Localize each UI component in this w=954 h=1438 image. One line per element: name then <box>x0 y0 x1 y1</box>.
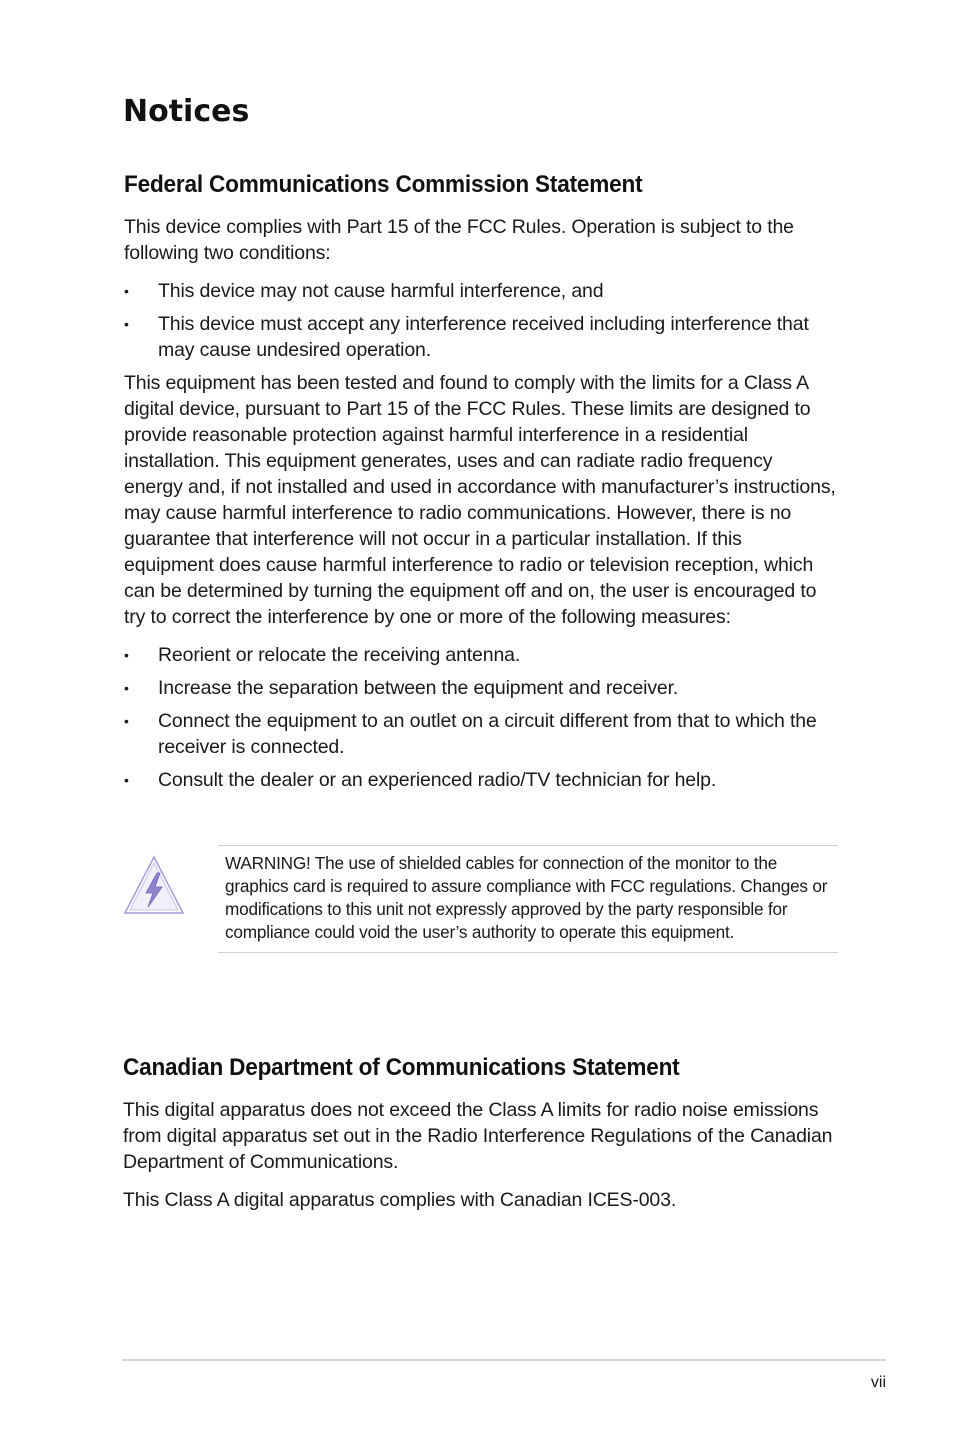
canada-section <box>123 1053 835 1225</box>
lightning-warning-icon <box>122 855 186 917</box>
list-item-text: Increase the separation between the equipment and receiver. <box>158 677 679 699</box>
list-item <box>124 708 836 760</box>
list-item-text: This device must accept any interference received including interference that may cause undesired operation. <box>158 313 809 361</box>
list-item <box>124 278 836 304</box>
bullet-icon: • <box>124 647 129 663</box>
warning-text: WARNING! The use of shielded cables for connection of the monitor to the graphics card is required to assure compliance with FCC regulations. Changes or modifications to this unit not expressly approved by the party responsible for compliance could void the user’s authority to operate this equipment. <box>218 845 838 953</box>
canada-para-1: This digital apparatus does not exceed the Class A limits for radio noise emissions from digital apparatus set out in the Radio Interference Regulations of the Canadian Department of Communications. <box>123 1099 833 1173</box>
bullet-icon: • <box>124 316 129 332</box>
warning-notice <box>122 845 838 955</box>
bullet-icon: • <box>124 713 129 729</box>
list-item-text: This device may not cause harmful interference, and <box>158 280 604 302</box>
fcc-measures-list <box>124 642 836 793</box>
fcc-body: This equipment has been tested and found to comply with the limits for a Class A digital device, pursuant to Part 15 of the FCC Rules. These limits are designed to provide reasonable protection against harmful interference in a residential installation. This equipment generates, uses and can radiate radio frequency energy and, if not installed and used in accordance with manufacturer’s instructions, may cause harmful interference to radio communications. However, there is no guarantee that interference will not occur in a particular installation. If this equipment does cause harmful interference to radio or television reception, which can be determined by turning the equipment off and on, the user is encouraged to try to correct the interference by one or more of the following measures: <box>124 372 836 628</box>
list-item <box>124 767 836 793</box>
fcc-heading: Federal Communications Commission Statement <box>124 171 643 198</box>
bullet-icon: • <box>124 772 129 788</box>
fcc-conditions-list <box>124 278 836 363</box>
canada-para-2: This Class A digital apparatus complies with Canadian ICES-003. <box>123 1189 677 1211</box>
list-item <box>124 675 836 701</box>
list-item-text: Reorient or relocate the receiving antenna. <box>158 644 521 666</box>
page-number: vii <box>870 1374 886 1391</box>
bullet-icon: • <box>124 680 129 696</box>
list-item-text: Connect the equipment to an outlet on a circuit different from that to which the receiver is connected. <box>158 710 817 758</box>
canada-heading: Canadian Department of Communications Statement <box>123 1054 680 1081</box>
list-item <box>124 642 836 668</box>
bullet-icon: • <box>124 283 129 299</box>
fcc-section <box>124 170 836 800</box>
list-item <box>124 311 836 363</box>
page-title: Notices <box>123 94 250 129</box>
footer-divider <box>122 1359 886 1361</box>
fcc-intro: This device complies with Part 15 of the FCC Rules. Operation is subject to the following two conditions: <box>124 216 794 264</box>
list-item-text: Consult the dealer or an experienced radio/TV technician for help. <box>158 769 717 791</box>
